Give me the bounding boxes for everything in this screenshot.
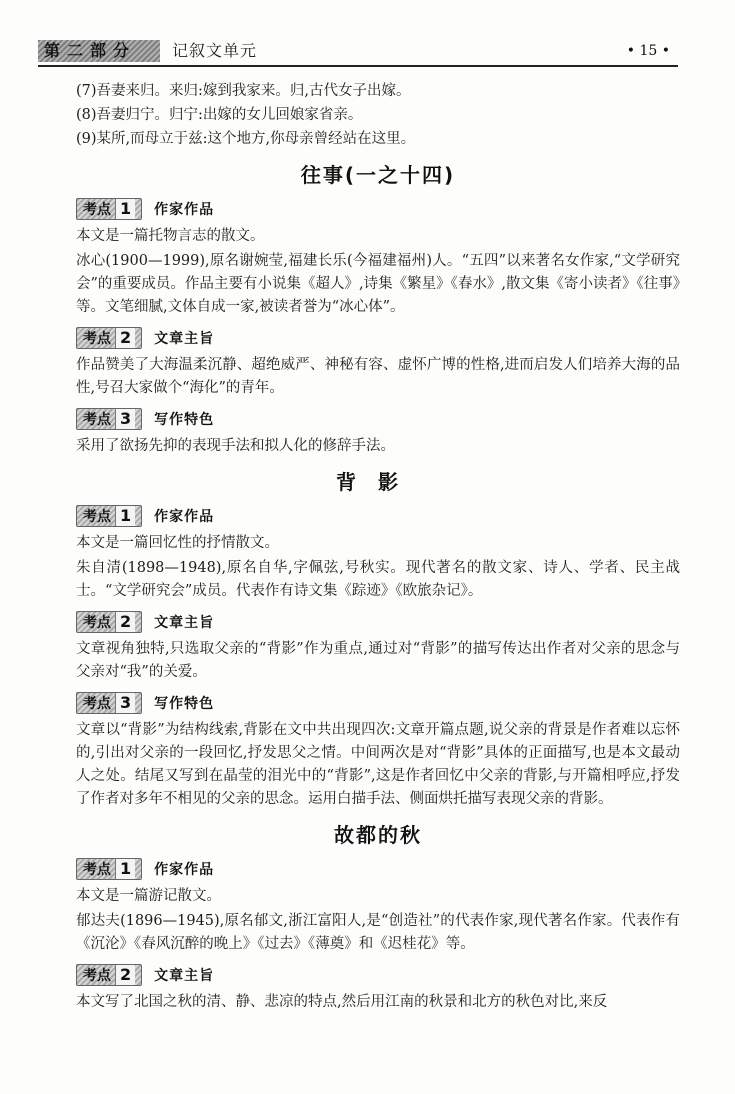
kaodian-badge-label: 考点 [83,615,111,631]
kaodian-badge [76,858,142,880]
kaodian-heading [76,325,680,351]
footnote-8: (8)吾妻归宁。归宁:出嫁的女儿回娘家省亲。 [76,107,363,123]
kaodian-badge-label: 考点 [83,509,111,525]
footnote-9: (9)某所,而母立于兹:这个地方,你母亲曾经站在这里。 [76,131,416,147]
section-title-wangshi: 往事(一之十四) [300,163,456,187]
kaodian-label: 文章主旨 [154,615,215,631]
paragraph: 本文是一篇游记散文。 [76,888,221,904]
kaodian-number: 1 [115,859,135,879]
kaodian-heading [76,503,680,529]
page-header [38,36,678,66]
page-number: • 15 • [626,43,670,59]
kaodian-label: 文章主旨 [154,331,215,347]
kaodian-number: 3 [115,693,135,713]
kaodian-label: 写作特色 [154,696,215,712]
paragraph: 本文是一篇托物言志的散文。 [76,228,265,244]
kaodian-badge [76,198,142,220]
kaodian-badge [76,964,142,986]
kaodian-heading [76,856,680,882]
kaodian-number: 1 [115,199,135,219]
paragraph: 采用了欲扬先抑的表现手法和拟人化的修辞手法。 [76,438,395,454]
kaodian-badge-label: 考点 [83,412,111,428]
kaodian-number: 2 [115,328,135,348]
kaodian-number: 3 [115,409,135,429]
kaodian-heading [76,962,680,988]
kaodian-label: 文章主旨 [154,968,215,984]
kaodian-heading [76,690,680,716]
kaodian-badge [76,611,142,633]
paragraph: 本文写了北国之秋的清、静、悲凉的特点,然后用江南的秋景和北方的秋色对比,来反 [76,994,608,1010]
kaodian-badge [76,408,142,430]
kaodian-label: 作家作品 [154,862,215,878]
paragraph: 文章以“背影”为结构线索,背影在文中共出现四次:文章开篇点题,说父亲的背景是作者难以忘怀的,引出对父亲的一段回忆,抒发思父之情。中间两次是对“背影”具体的正面描写,也是本文最动人之处。结尾又写到在晶莹的泪光中的“背影”,这是作者回忆中父亲的背影,与开篇相呼应,抒发了作者对多年不相见的父亲的思念。运用白描手法、侧面烘托描写表现父亲的背影。 [76,722,680,807]
kaodian-badge-label: 考点 [83,331,111,347]
kaodian-badge-label: 考点 [83,696,111,712]
page-content [76,80,680,1016]
kaodian-number: 1 [115,506,135,526]
kaodian-heading [76,406,680,432]
kaodian-badge-label: 考点 [83,968,111,984]
kaodian-label: 作家作品 [154,202,215,218]
footnote-7: (7)吾妻来归。来归:嫁到我家来。归,古代女子出嫁。 [76,83,411,99]
kaodian-number: 2 [115,612,135,632]
header-section-title: 第二部分 [44,41,137,60]
kaodian-badge-label: 考点 [83,202,111,218]
section-title-beiying: 背影 [336,470,420,494]
paragraph: 作品赞美了大海温柔沉静、超绝威严、神秘有容、虚怀广博的性格,进而启发人们培养大海的品性,号召大家做个“海化”的青年。 [76,357,680,396]
kaodian-label: 作家作品 [154,509,215,525]
kaodian-badge [76,505,142,527]
paragraph: 文章视角独特,只选取父亲的“背影”作为重点,通过对“背影”的描写传达出作者对父亲的思念与父亲对“我”的关爱。 [76,641,680,680]
paragraph: 朱自清(1898—1948),原名自华,字佩弦,号秋实。现代著名的散文家、诗人、学者、民主战士。“文学研究会”成员。代表作有诗文集《踪迹》《欧旅杂记》。 [76,560,680,599]
header-unit-title: 记叙文单元 [172,41,258,60]
paragraph: 郁达夫(1896—1945),原名郁文,浙江富阳人,是“创造社”的代表作家,现代著名作家。代表作有《沉沦》《春风沉醉的晚上》《过去》《薄奠》和《迟桂花》等。 [76,913,680,952]
paragraph: 冰心(1900—1999),原名谢婉莹,福建长乐(今福建福州)人。“五四”以来著名女作家,“文学研究会”的重要成员。作品主要有小说集《超人》,诗集《繁星》《春水》,散文集《寄小读者》《往事》等。文笔细腻,文体自成一家,被读者誉为“冰心体”。 [76,253,680,315]
paragraph: 本文是一篇回忆性的抒情散文。 [76,535,279,551]
kaodian-heading [76,609,680,635]
kaodian-number: 2 [115,965,135,985]
kaodian-label: 写作特色 [154,412,215,428]
kaodian-heading [76,196,680,222]
header-rule [38,65,678,67]
kaodian-badge-label: 考点 [83,862,111,878]
section-title-gudu-de-qiu: 故都的秋 [334,823,422,847]
kaodian-badge [76,327,142,349]
kaodian-badge [76,692,142,714]
